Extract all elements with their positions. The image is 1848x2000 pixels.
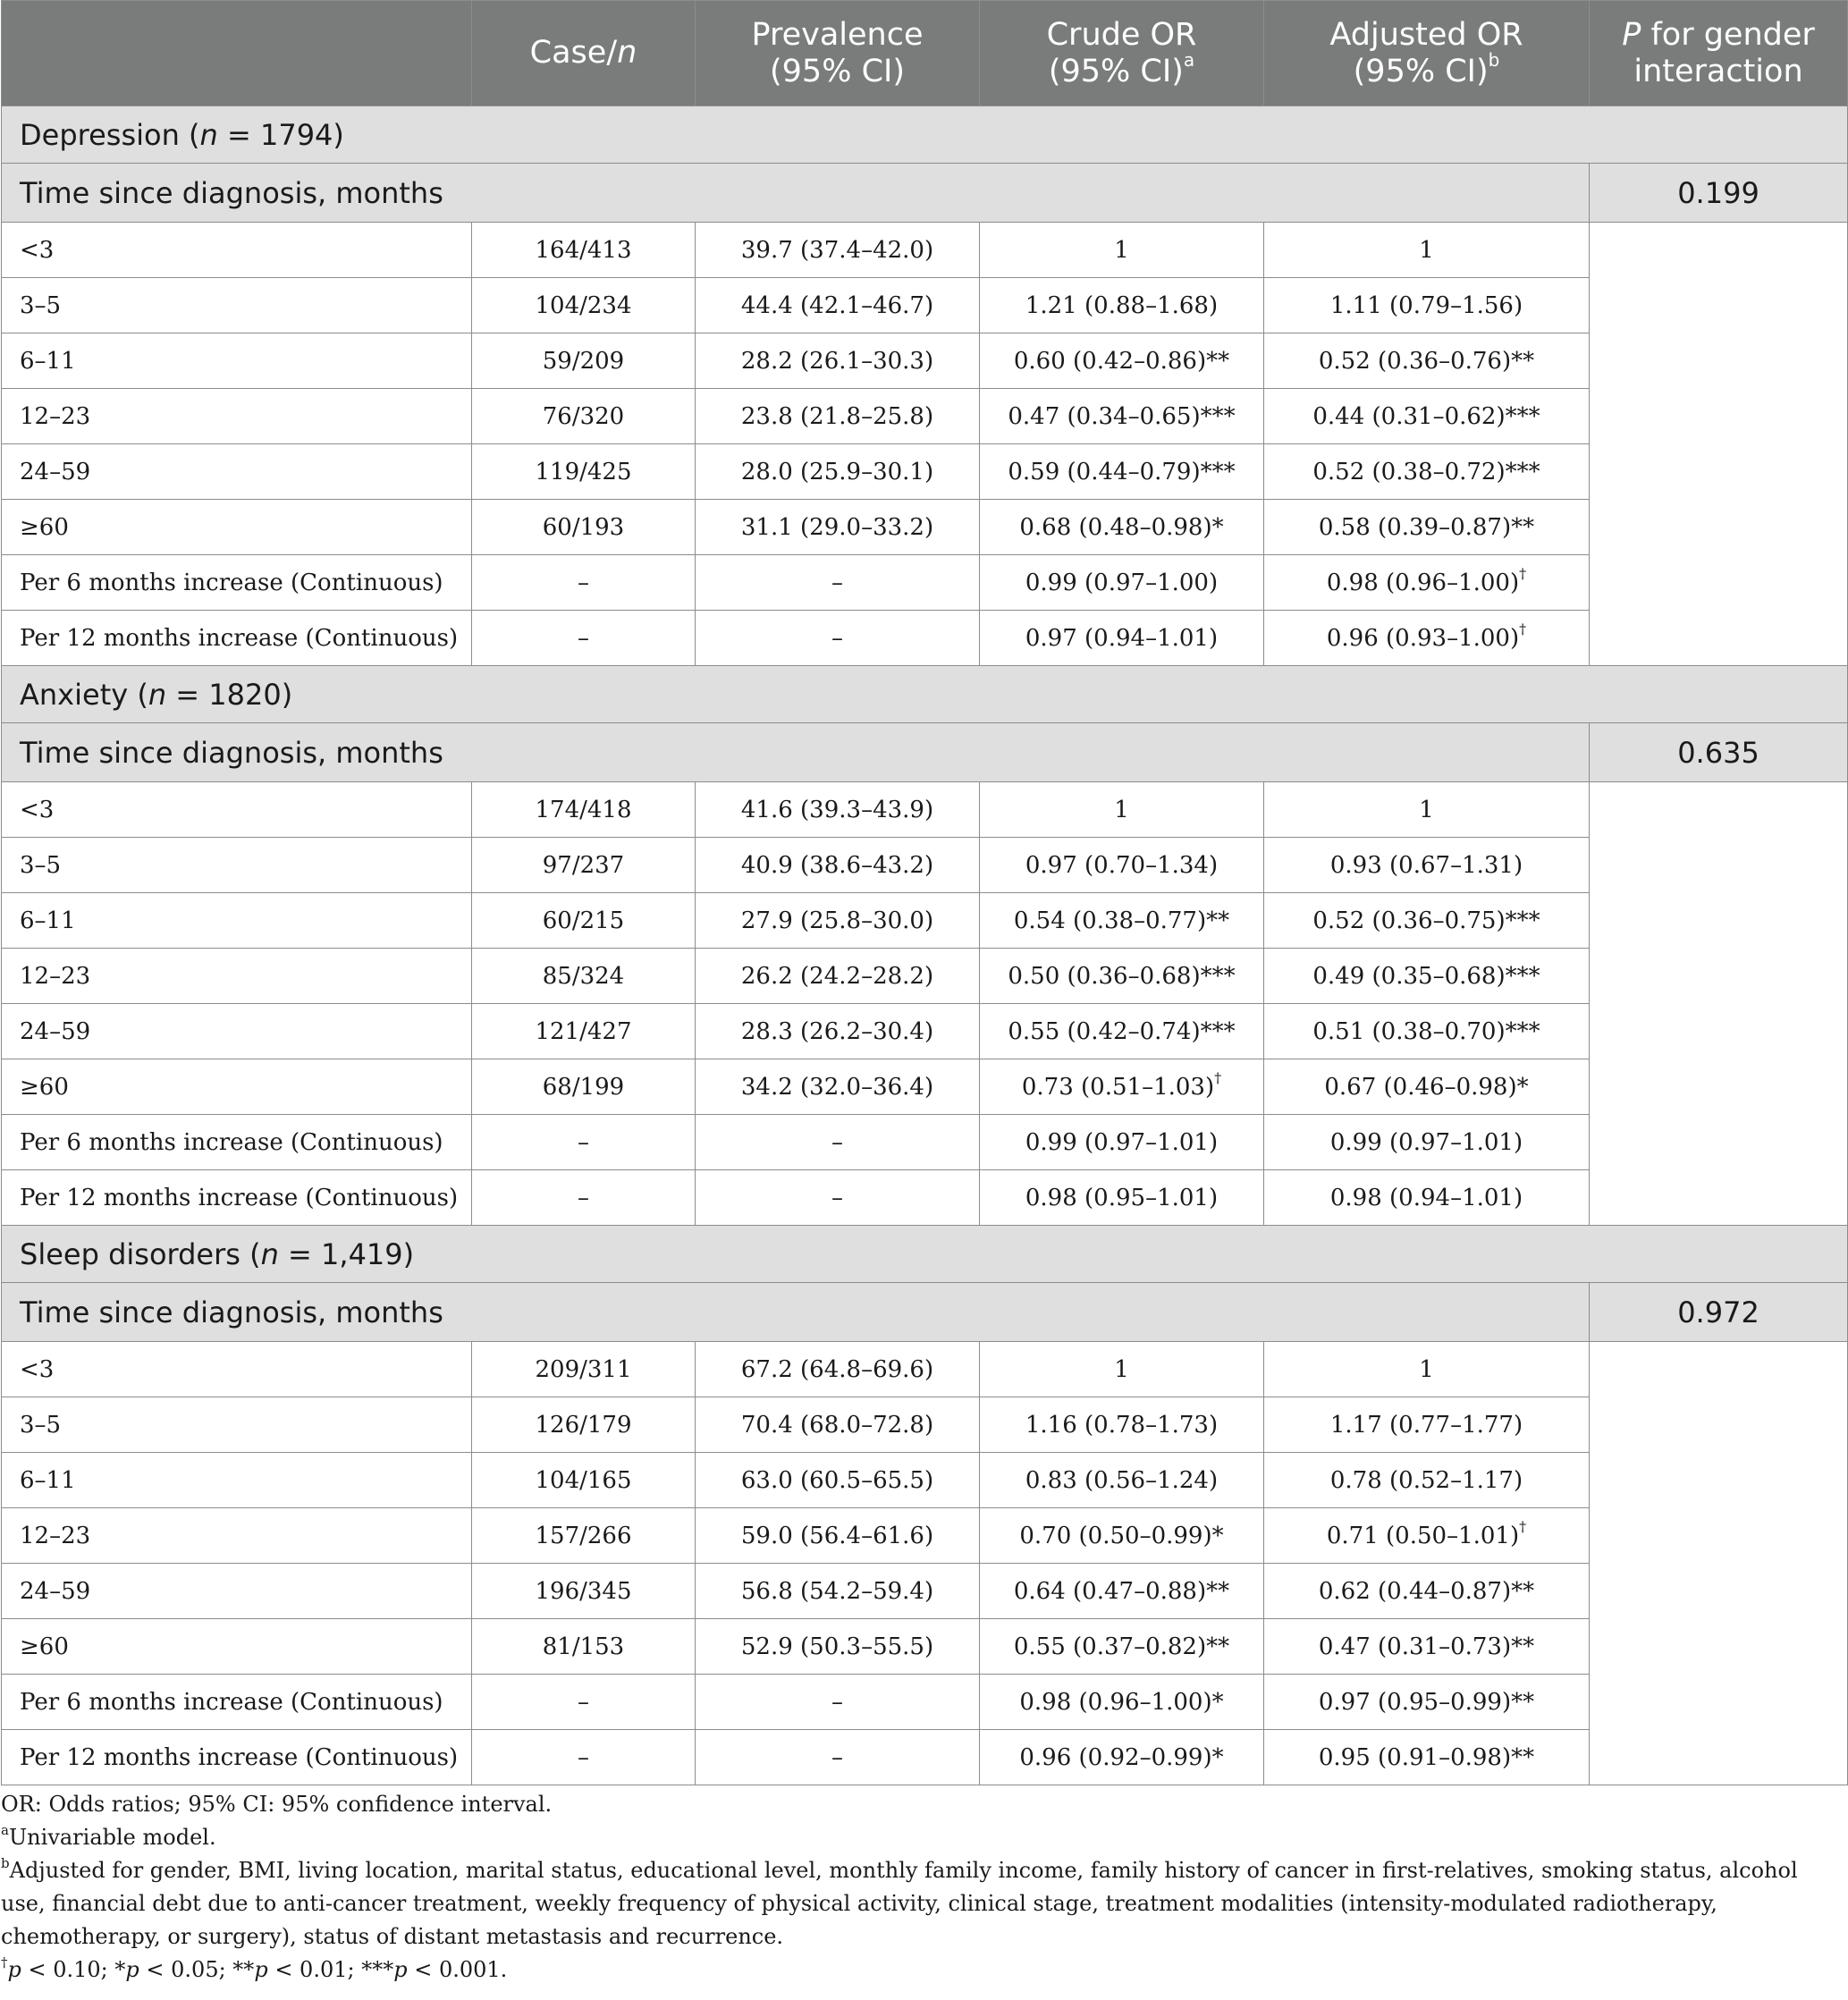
prevalence-cell: 23.8 (21.8–25.8)	[696, 389, 980, 444]
subsection-label: Time since diagnosis, months	[2, 723, 1590, 782]
prevalence-cell: 31.1 (29.0–33.2)	[696, 500, 980, 555]
prevalence-cell: 28.0 (25.9–30.1)	[696, 444, 980, 500]
prevalence-cell: 28.2 (26.1–30.3)	[696, 333, 980, 389]
footnote-p-symbol: p	[254, 1957, 268, 1982]
prevalence-cell: 67.2 (64.8–69.6)	[696, 1342, 980, 1397]
adjusted-or-cell	[1264, 1170, 1590, 1226]
prevalence-cell: 27.9 (25.8–30.0)	[696, 893, 980, 949]
prevalence-cell: 34.2 (32.0–36.4)	[696, 1059, 980, 1115]
row-label: 6–11	[2, 893, 472, 949]
case-n-cell: 119/425	[472, 444, 696, 500]
crude-or-value: 0.97 (0.70–1.34)	[1025, 851, 1219, 879]
table-row	[2, 782, 1848, 838]
adjusted-or-cell	[1264, 1059, 1590, 1115]
crude-or-value: 0.59 (0.44–0.79)***	[1008, 458, 1236, 485]
footnote-a	[1, 1821, 1843, 1854]
crude-or-cell	[980, 444, 1264, 500]
row-label: Per 12 months increase (Continuous)	[2, 611, 472, 666]
table-row	[2, 893, 1848, 949]
p-interaction-blank	[1590, 1342, 1848, 1785]
adjusted-or-value: 0.47 (0.31–0.73)**	[1318, 1633, 1535, 1660]
adjusted-or-value: 0.52 (0.36–0.76)**	[1318, 347, 1535, 375]
table-header	[2, 1, 1848, 106]
crude-or-value: 1	[1114, 1355, 1129, 1383]
table-row	[2, 223, 1848, 278]
prevalence-cell: 26.2 (24.2–28.2)	[696, 949, 980, 1004]
header-crude-sup: a	[1183, 48, 1195, 71]
prevalence-cell: 70.4 (68.0–72.8)	[696, 1397, 980, 1453]
adjusted-or-cell	[1264, 1397, 1590, 1453]
table-row	[2, 1453, 1848, 1508]
header-adjusted-line1: Adjusted OR	[1329, 16, 1523, 53]
p-interaction-blank	[1590, 782, 1848, 1226]
row-label: 24–59	[2, 1564, 472, 1619]
adjusted-or-cell	[1264, 1730, 1590, 1785]
adjusted-or-value: 0.52 (0.36–0.75)***	[1312, 907, 1540, 934]
footnote-p-symbol: p	[125, 1957, 139, 1982]
adjusted-or-cell	[1264, 782, 1590, 838]
row-label: Per 6 months increase (Continuous)	[2, 1115, 472, 1170]
header-adjusted-sup: b	[1488, 48, 1500, 71]
crude-or-cell	[980, 1004, 1264, 1059]
adjusted-or-value: 0.98 (0.96–1.00)	[1326, 569, 1520, 596]
adjusted-or-cell	[1264, 1115, 1590, 1170]
adjusted-or-value: 0.58 (0.39–0.87)**	[1318, 513, 1535, 541]
p-interaction-value: 0.199	[1590, 164, 1848, 223]
crude-or-cell	[980, 1564, 1264, 1619]
header-prevalence-line1: Prevalence	[751, 16, 924, 53]
prevalence-cell: 41.6 (39.3–43.9)	[696, 782, 980, 838]
table-row	[2, 611, 1848, 666]
crude-or-value: 0.70 (0.50–0.99)*	[1019, 1522, 1224, 1549]
row-label: 6–11	[2, 1453, 472, 1508]
section-name: Depression	[20, 117, 180, 152]
header-row	[2, 1, 1848, 106]
section-title: Sleep disorders (n = 1,419)	[2, 1226, 1848, 1283]
case-n-cell: –	[472, 1170, 696, 1226]
table-row	[2, 555, 1848, 611]
case-n-cell: –	[472, 1675, 696, 1730]
adjusted-or-value: 1	[1419, 1355, 1434, 1383]
crude-or-cell	[980, 782, 1264, 838]
footnote-a-text: Univariable model.	[8, 1825, 216, 1850]
header-p-italic: P	[1622, 16, 1641, 53]
table-row	[2, 1342, 1848, 1397]
table-footnotes	[1, 1788, 1843, 1987]
adjusted-or-value: 0.62 (0.44–0.87)**	[1318, 1577, 1535, 1605]
prevalence-cell: –	[696, 1730, 980, 1785]
section-row	[2, 1226, 1848, 1283]
adjusted-or-cell	[1264, 949, 1590, 1004]
header-crude-line1: Crude OR	[1046, 16, 1197, 53]
crude-or-value: 0.50 (0.36–0.68)***	[1008, 962, 1236, 990]
adjusted-or-cell	[1264, 838, 1590, 893]
adjusted-or-value: 0.52 (0.38–0.72)***	[1312, 458, 1540, 485]
adjusted-or-value: 0.95 (0.91–0.98)**	[1318, 1743, 1535, 1771]
results-table	[1, 0, 1848, 1785]
header-blank	[2, 1, 472, 106]
table-row	[2, 1170, 1848, 1226]
row-label: 12–23	[2, 1508, 472, 1564]
crude-or-cell	[980, 555, 1264, 611]
row-label: 6–11	[2, 333, 472, 389]
adjusted-or-marker: †	[1519, 1517, 1527, 1535]
row-label: ≥60	[2, 1059, 472, 1115]
crude-or-cell	[980, 1508, 1264, 1564]
row-label: 3–5	[2, 278, 472, 333]
crude-or-cell	[980, 1453, 1264, 1508]
adjusted-or-value: 1	[1419, 236, 1434, 264]
case-n-cell: 76/320	[472, 389, 696, 444]
p-interaction-value: 0.635	[1590, 723, 1848, 782]
adjusted-or-value: 0.78 (0.52–1.17)	[1329, 1466, 1523, 1494]
header-crude-or	[980, 1, 1264, 106]
adjusted-or-cell	[1264, 1342, 1590, 1397]
case-n-cell: –	[472, 1115, 696, 1170]
prevalence-cell: 59.0 (56.4–61.6)	[696, 1508, 980, 1564]
case-n-cell: 126/179	[472, 1397, 696, 1453]
crude-or-cell	[980, 278, 1264, 333]
table-row	[2, 949, 1848, 1004]
case-n-cell: 60/193	[472, 500, 696, 555]
subsection-row	[2, 164, 1848, 223]
subsection-label: Time since diagnosis, months	[2, 1283, 1590, 1342]
case-n-cell: 174/418	[472, 782, 696, 838]
footnote-p-symbol: p	[393, 1957, 408, 1982]
case-n-cell: 157/266	[472, 1508, 696, 1564]
footnote-b-marker: b	[1, 1855, 10, 1871]
prevalence-cell: –	[696, 555, 980, 611]
crude-or-value: 0.47 (0.34–0.65)***	[1008, 402, 1236, 430]
adjusted-or-value: 0.93 (0.67–1.31)	[1329, 851, 1523, 879]
crude-or-value: 0.99 (0.97–1.01)	[1025, 1128, 1219, 1156]
crude-or-value: 0.60 (0.42–0.86)**	[1013, 347, 1230, 375]
crude-or-value: 1.21 (0.88–1.68)	[1025, 291, 1219, 319]
prevalence-cell: 28.3 (26.2–30.4)	[696, 1004, 980, 1059]
header-p-interaction	[1590, 1, 1848, 106]
header-prevalence-line2: (95% CI)	[770, 53, 905, 89]
crude-or-cell	[980, 893, 1264, 949]
row-label: 3–5	[2, 1397, 472, 1453]
case-n-cell: 68/199	[472, 1059, 696, 1115]
adjusted-or-value: 1.11 (0.79–1.56)	[1329, 291, 1523, 319]
crude-or-cell	[980, 1115, 1264, 1170]
row-label: 24–59	[2, 1004, 472, 1059]
p-interaction-value: 0.972	[1590, 1283, 1848, 1342]
adjusted-or-value: 1.17 (0.77–1.77)	[1329, 1411, 1523, 1439]
crude-or-cell	[980, 1342, 1264, 1397]
crude-or-cell	[980, 389, 1264, 444]
adjusted-or-cell	[1264, 555, 1590, 611]
crude-or-value: 0.83 (0.56–1.24)	[1025, 1466, 1219, 1494]
adjusted-or-value: 0.49 (0.35–0.68)***	[1312, 962, 1540, 990]
case-n-cell: 59/209	[472, 333, 696, 389]
footnote-sig-text: < 0.01; ***	[267, 1957, 394, 1982]
header-p-rest: for gender	[1641, 16, 1815, 53]
crude-or-value: 0.73 (0.51–1.03)	[1021, 1073, 1215, 1101]
case-n-cell: 104/234	[472, 278, 696, 333]
table-row	[2, 838, 1848, 893]
header-p-line2: interaction	[1633, 53, 1803, 89]
adjusted-or-value: 0.51 (0.38–0.70)***	[1312, 1017, 1540, 1045]
adjusted-or-cell	[1264, 500, 1590, 555]
header-adjusted-line2: (95% CI)	[1353, 53, 1489, 89]
table-row	[2, 1564, 1848, 1619]
footnote-sig-text: < 0.05; **	[139, 1957, 255, 1982]
row-label: 12–23	[2, 389, 472, 444]
crude-or-cell	[980, 1619, 1264, 1675]
crude-or-value: 0.55 (0.37–0.82)**	[1013, 1633, 1230, 1660]
crude-or-value: 1	[1114, 796, 1129, 823]
crude-or-value: 0.64 (0.47–0.88)**	[1013, 1577, 1230, 1605]
table-row	[2, 1004, 1848, 1059]
crude-or-cell	[980, 500, 1264, 555]
case-n-cell: 209/311	[472, 1342, 696, 1397]
row-label: 24–59	[2, 444, 472, 500]
table-row	[2, 333, 1848, 389]
adjusted-or-cell	[1264, 1004, 1590, 1059]
prevalence-cell: –	[696, 1115, 980, 1170]
prevalence-cell: 52.9 (50.3–55.5)	[696, 1619, 980, 1675]
crude-or-value: 0.97 (0.94–1.01)	[1025, 624, 1219, 652]
section-n-value: 1,419	[321, 1236, 403, 1271]
footnote-dagger-marker: †	[1, 1954, 8, 1970]
adjusted-or-value: 0.71 (0.50–1.01)	[1326, 1522, 1520, 1549]
crude-or-value: 1.16 (0.78–1.73)	[1025, 1411, 1219, 1439]
adjusted-or-cell	[1264, 333, 1590, 389]
prevalence-cell: –	[696, 1170, 980, 1226]
crude-or-cell	[980, 1675, 1264, 1730]
prevalence-cell: 63.0 (60.5–65.5)	[696, 1453, 980, 1508]
table-row	[2, 1397, 1848, 1453]
header-prevalence	[696, 1, 980, 106]
crude-or-value: 0.55 (0.42–0.74)***	[1008, 1017, 1236, 1045]
table-row	[2, 389, 1848, 444]
crude-or-cell	[980, 1170, 1264, 1226]
row-label: ≥60	[2, 500, 472, 555]
section-row	[2, 106, 1848, 164]
adjusted-or-value: 0.98 (0.94–1.01)	[1329, 1184, 1523, 1211]
table-row	[2, 1730, 1848, 1785]
crude-or-value: 0.98 (0.95–1.01)	[1025, 1184, 1219, 1211]
row-label: <3	[2, 223, 472, 278]
section-title: Depression (n = 1794)	[2, 106, 1848, 164]
crude-or-marker: †	[1214, 1068, 1222, 1086]
case-n-cell: 85/324	[472, 949, 696, 1004]
crude-or-value: 1	[1114, 236, 1129, 264]
case-n-cell: 60/215	[472, 893, 696, 949]
section-name: Sleep disorders	[20, 1236, 240, 1271]
adjusted-or-cell	[1264, 1453, 1590, 1508]
footnote-a-marker: a	[1, 1822, 9, 1838]
adjusted-or-marker: †	[1519, 564, 1527, 582]
footnote-abbreviations: OR: Odds ratios; 95% CI: 95% confidence interval.	[1, 1792, 553, 1817]
row-label: Per 12 months increase (Continuous)	[2, 1730, 472, 1785]
table-body	[2, 106, 1848, 1785]
case-n-cell: –	[472, 555, 696, 611]
prevalence-cell: –	[696, 611, 980, 666]
row-label: ≥60	[2, 1619, 472, 1675]
section-n-symbol: n	[148, 677, 167, 712]
adjusted-or-value: 0.67 (0.46–0.98)*	[1324, 1073, 1529, 1101]
adjusted-or-cell	[1264, 611, 1590, 666]
crude-or-cell	[980, 333, 1264, 389]
crude-or-cell	[980, 838, 1264, 893]
section-n-value: 1820	[208, 677, 282, 712]
adjusted-or-value: 0.97 (0.95–0.99)**	[1318, 1688, 1535, 1716]
footnote-b	[1, 1854, 1843, 1954]
p-interaction-blank	[1590, 223, 1848, 666]
prevalence-cell: –	[696, 1675, 980, 1730]
header-case-n-prefix: Case/	[529, 35, 618, 71]
table-row	[2, 1619, 1848, 1675]
crude-or-value: 0.96 (0.92–0.99)*	[1019, 1743, 1224, 1771]
case-n-cell: 164/413	[472, 223, 696, 278]
adjusted-or-cell	[1264, 1675, 1590, 1730]
case-n-cell: 81/153	[472, 1619, 696, 1675]
section-n-symbol: n	[199, 117, 218, 152]
prevalence-cell: 40.9 (38.6–43.2)	[696, 838, 980, 893]
table-row	[2, 1675, 1848, 1730]
footnote-p-symbol: p	[7, 1957, 21, 1982]
case-n-cell: 196/345	[472, 1564, 696, 1619]
footnote-b-text: Adjusted for gender, BMI, living location, marital status, educational level, monthly family income, family history of cancer in first-relatives, smoking status, alcohol use, financial debt due to anti-cancer treatment, weekly frequency of physical activity, clinical stage, treatment modalities (intensity-modulated radiotherapy, chemotherapy, or surgery), status of distant metastasis and recurrence.	[1, 1858, 1798, 1949]
adjusted-or-value: 0.44 (0.31–0.62)***	[1312, 402, 1540, 430]
row-label: 3–5	[2, 838, 472, 893]
adjusted-or-value: 1	[1419, 796, 1434, 823]
table-row	[2, 500, 1848, 555]
crude-or-cell	[980, 949, 1264, 1004]
crude-or-cell	[980, 611, 1264, 666]
header-adjusted-or	[1264, 1, 1590, 106]
header-case-n-italic: n	[617, 35, 637, 71]
crude-or-value: 0.99 (0.97–1.00)	[1025, 569, 1219, 596]
crude-or-cell	[980, 1730, 1264, 1785]
adjusted-or-cell	[1264, 1619, 1590, 1675]
adjusted-or-value: 0.99 (0.97–1.01)	[1329, 1128, 1523, 1156]
row-label: Per 6 months increase (Continuous)	[2, 555, 472, 611]
case-n-cell: –	[472, 1730, 696, 1785]
table-row	[2, 1508, 1848, 1564]
footnote-sig-text: < 0.10; *	[21, 1957, 126, 1982]
case-n-cell: 121/427	[472, 1004, 696, 1059]
prevalence-cell: 44.4 (42.1–46.7)	[696, 278, 980, 333]
adjusted-or-cell	[1264, 389, 1590, 444]
section-n-value: 1794	[259, 117, 333, 152]
case-n-cell: 104/165	[472, 1453, 696, 1508]
table-row	[2, 444, 1848, 500]
section-title: Anxiety (n = 1820)	[2, 666, 1848, 723]
adjusted-or-cell	[1264, 1508, 1590, 1564]
prevalence-cell: 56.8 (54.2–59.4)	[696, 1564, 980, 1619]
table-row	[2, 278, 1848, 333]
row-label: Per 12 months increase (Continuous)	[2, 1170, 472, 1226]
row-label: 12–23	[2, 949, 472, 1004]
subsection-row	[2, 1283, 1848, 1342]
row-label: <3	[2, 1342, 472, 1397]
subsection-label: Time since diagnosis, months	[2, 164, 1590, 223]
crude-or-value: 0.68 (0.48–0.98)*	[1019, 513, 1224, 541]
crude-or-cell	[980, 223, 1264, 278]
header-case-n	[472, 1, 696, 106]
row-label: Per 6 months increase (Continuous)	[2, 1675, 472, 1730]
crude-or-value: 0.98 (0.96–1.00)*	[1019, 1688, 1224, 1716]
prevalence-cell: 39.7 (37.4–42.0)	[696, 223, 980, 278]
header-crude-line2: (95% CI)	[1048, 53, 1184, 89]
adjusted-or-cell	[1264, 223, 1590, 278]
section-row	[2, 666, 1848, 723]
footnote-sig-text: < 0.001.	[407, 1957, 508, 1982]
adjusted-or-cell	[1264, 1564, 1590, 1619]
adjusted-or-cell	[1264, 893, 1590, 949]
section-name: Anxiety	[20, 677, 129, 712]
case-n-cell: 97/237	[472, 838, 696, 893]
case-n-cell: –	[472, 611, 696, 666]
crude-or-value: 0.54 (0.38–0.77)**	[1013, 907, 1230, 934]
subsection-row	[2, 723, 1848, 782]
table-row	[2, 1115, 1848, 1170]
crude-or-cell	[980, 1059, 1264, 1115]
adjusted-or-marker: †	[1519, 620, 1527, 637]
adjusted-or-cell	[1264, 444, 1590, 500]
adjusted-or-value: 0.96 (0.93–1.00)	[1326, 624, 1520, 652]
row-label: <3	[2, 782, 472, 838]
section-n-symbol: n	[260, 1236, 279, 1271]
footnote-significance	[1, 1954, 1843, 1987]
crude-or-cell	[980, 1397, 1264, 1453]
adjusted-or-cell	[1264, 278, 1590, 333]
table-row	[2, 1059, 1848, 1115]
